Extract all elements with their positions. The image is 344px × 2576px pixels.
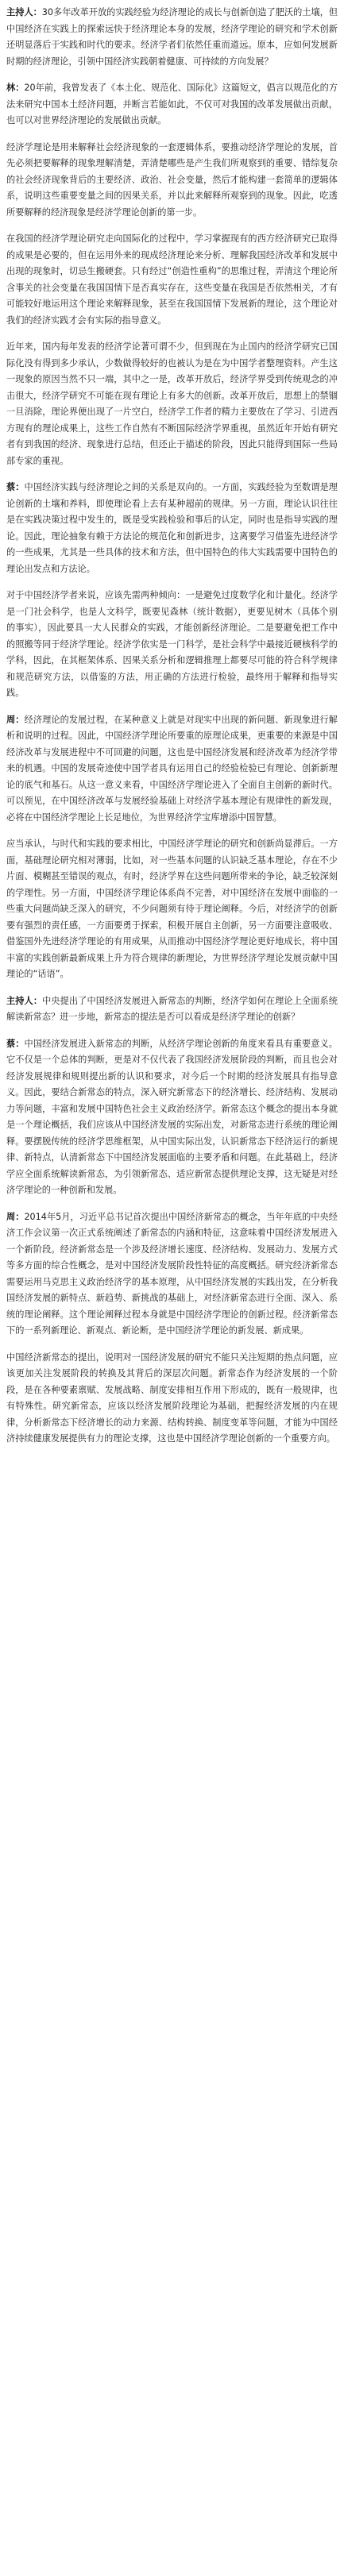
paragraph-text: 对于中国经济学者来说，应该先需两种倾向：一是避免过度数学化和计量化。经济学是一门社会科学，也是人文科学，既要见森林（统计数据），更要见树木（具体个别的事实），因此要具一大人民群众的实践，才能创新经济理论。二是要避免把工作中的照搬等同于经济学理论。经济学依实是一门科学，是社会科学中最接近硬核科学的学科，因此，在其框架体系、因果关系分析和逻辑推理上都要尽可能的符合科学规律和规范研究方法，以借鉴的方法，用正确的方法进行检验，最终用于解释和指导实践。 bbox=[6, 590, 338, 698]
paragraph-text: 30多年改革开放的实践经验为经济理论的成长与创新创造了肥沃的土壤，但中国经济在实践上的探索远快于经济理论本身的发展，经济学理论的研究和学术创新还明显落后于实践和时代的要求。经济学者们依然任重而道远。原本，应如何发展新时期的经济理论，引领中国经济实践朝着健康、可持续的方向发展？ bbox=[6, 7, 338, 67]
paragraph-text: 中央提出了中国经济发展进入新常态的判断，经济学如何在理论上全面系统解读新常态？进一步地，新常态的提法是否可以看成是经济学理论的创新？ bbox=[6, 995, 338, 1022]
article-body bbox=[6, 5, 338, 1448]
article-paragraph-5 bbox=[6, 339, 338, 469]
article-paragraph-11 bbox=[6, 1036, 338, 1199]
article-paragraph-13 bbox=[6, 1350, 338, 1448]
speaker-label: 林： bbox=[6, 83, 25, 93]
speaker-label: 周： bbox=[6, 714, 25, 725]
article-paragraph-8 bbox=[6, 712, 338, 827]
article-paragraph-12 bbox=[6, 1209, 338, 1340]
speaker-label: 周： bbox=[6, 1211, 25, 1222]
speaker-label: 主持人： bbox=[6, 7, 42, 17]
article-paragraph-10 bbox=[6, 993, 338, 1026]
paragraph-text: 经济学理论是用来解释社会经济现象的一套逻辑体系，要推动经济学理论的发展，首先必须把要解释的现象理解清楚，弄清楚哪些是产生我们所观察到的重要、错综复杂的社会经济现象背后的主要经济、政治、社会变量，然后才能构建一套简单的逻辑体系，说明这些重要变量之间的因果关系，并以此来解释所观察到的现象。因此，吃透所要解释的经济现象是经济学理论创新的第一步。 bbox=[6, 141, 338, 218]
paragraph-text: 近年来，国内每年发表的经济学论著可谓不少，但到现在为止国内的经济学研究已国际化没有得到多少承认，少数做得较好的也被认为是在为中国学者整理资料。产生这一现象的原因当然不只一端，其中之一是，改革开放后，经济学界受到传统观念的冲击很大，经济学研究不可能在现有理论上有多大的创新。改革开放后，思想上的禁锢一旦消除，理论界便出现了一片空白，经济学工作者的精力主要放在了学习、引进西方现有的理论成果上，这些工作自然有不断国际经济学界重视，虽然近年开始有研究者有到我国的经济、现象进行总结，但还止于描述的阶段，因此只能得到国际一些局部专家的重视。 bbox=[6, 341, 338, 466]
article-paragraph-7 bbox=[6, 588, 338, 702]
paragraph-text: 经济理论的发展过程，在某种意义上就是对现实中出现的新问题、新现象进行解析和说明的过程。因此，中国经济学理论所要重的原理论成果，更重要的来源是中国经济改革与发展进程中不可回避的问题，这也是中国经济发展和经济改革为经济学带来的机遇。中国的发展奇迹使中国学者具有运用自己的经验检验已有理论、创新新理论的底气和基石。从这一意义来看，中国经济学理论进入了全面自主创新的新时代。可以预见，在中国经济改革与发展经验基础上对经济学基本理论有规律性的新发现，必将在中国经济学理论上长足地位，为世界经济学宝库增添中国智慧。 bbox=[6, 714, 338, 823]
article-paragraph-6 bbox=[6, 480, 338, 577]
article-paragraph-1 bbox=[6, 5, 338, 70]
paragraph-text: 中国经济新常态的提出，说明对一国经济发展的研究不能只关注短期的热点问题，应该更加关注发展阶段的转换及其背后的深层次问题。新常态作为经济发展的一个阶段，是在各种要素禀赋、发展战略、制度安排相互作用下形成的，既有一般规律，也有特殊性。研究新常态，应该以经济发展阶段理论为基础，把握经济发展的内在规律，分析新常态下经济增长的动力来源、结构转换、制度变革等问题，才能为中国经济持续健康发展提供有力的理论支撑，这也是中国经济学理论创新的一个重要方向。 bbox=[6, 1352, 338, 1444]
article-paragraph-3 bbox=[6, 140, 338, 222]
speaker-label: 主持人： bbox=[6, 995, 43, 1006]
paragraph-text: 中国经济发展进入新常态的判断，从经济学理论创新的角度来看具有重要意义。它不仅是一个总体的判断，更是对不仅代表了我国经济发展阶段的判断，而且也会对经济发展规律和规则提出新的认识和要求，对今后一个时期的经济发展具有指导意义。因此，要结合新常态的特点，深入研究新常态下的经济增长、经济结构、发展动力等问题，丰富和发展中国特色社会主义政治经济学。新常态这个概念的提出本身就是一个理论概括，我们应该从中国经济发展的实际出发，对新常态进行系统的理论阐释。要摆脱传统的经济学思维框架，从中国实际出发，认识新常态下经济运行的新规律、新特点，认清新常态下中国经济发展面临的主要矛盾和问题。在此基础上，经济学应全面系统解读新常态，为引领新常态、适应新常态提供理论支撑，这无疑是对经济学理论的一种创新和发展。 bbox=[6, 1038, 338, 1195]
paragraph-text: 应当承认，与时代和实践的要求相比，中国经济学理论的研究和创新尚显滞后。一方面，基础理论研究相对薄弱，比如，对一些基本问题的认识缺乏基本理论，存在不少片面、模糊甚至错误的观点，有时，经济学界在这些问题所带来的争论，缺乏较深刻的学理性。另一方面，中国经济学理论体系尚不完善，对中国经济在发展中面临的一些重大问题尚缺乏深入的研究，不少问题须有待于理论阐释。今后，对经济学的创新要有强烈的责任感，一方面要勇于探索，积极开展自主创新，另一方面要注意吸收、借鉴国外先进经济学理论的有用成果，从而推动中国经济学理论更好地成长，将中国丰富的实践创新最新成果上升为符合规律的新理论，为世界经济学理论发展贡献中国理论的“话语”。 bbox=[6, 839, 338, 979]
article-paragraph-9 bbox=[6, 836, 338, 983]
paragraph-text: 2014年5月，习近平总书记首次提出中国经济新常态的概念，当年年底的中央经济工作会议第一次正式系统阐述了新常态的内涵和特征，这意味着中国经济发展进入一个新阶段。经济新常态是一个涉及经济增长速度、经济结构、发展动力、发展方式等多方面的综合性概念，是对中国经济发展阶段性特征的高度概括。研究经济新常态需要运用马克思主义政治经济学的基本原理，从中国经济发展的实践出发，在分析我国经济发展的新特点、新趋势、新挑战的基础上，对经济新常态进行全面、深入、系统的理论阐释。这个理论阐释过程本身就是中国经济学理论的创新过程。经济新常态下的一系列新理论、新观点、新论断，是中国经济学理论的新发展、新成果。 bbox=[6, 1211, 338, 1336]
article-paragraph-4 bbox=[6, 231, 338, 329]
paragraph-text: 中国经济实践与经济理论之间的关系是双向的。一方面，实践经验为至数谓是理论创新的土壤和养料，即使理论看上去有某种超前的规律。另一方面，理论认识往往是在实践决策过程中发生的，既是受实践检验和事后的认定，同时也是指导实践的理论。因此，理论抽象有赖于方法论的规范化和创新进步，这离要学习借鉴先进经济学的一些成果，尤其是一些具体的技术和方法，但中国特色的伟大实践需要中国特色的理论出发点和方法论。 bbox=[6, 482, 338, 574]
paragraph-text: 20年前，我曾发表了《本土化、规范化、国际化》这篇短文，倡言以规范化的方法来研究中国本土经济问题，并断言若能如此，不仅可对我国的改革发展做出贡献，也可以对世界经济理论的发展做出贡献。 bbox=[6, 83, 338, 125]
speaker-label: 蔡： bbox=[6, 482, 25, 492]
speaker-label: 蔡： bbox=[6, 1038, 25, 1049]
article-paragraph-2 bbox=[6, 80, 338, 129]
paragraph-text: 在我国的经济学理论研究走向国际化的过程中，学习掌握现有的西方经济研究已取得的成果是必要的，但在运用外来的现成经济理论来分析、理解我国经济改革和发展中出现的现象时，切忌生搬硬套。只有经过“创造性重构”的思维过程，弄清这个理论所含事关的社会变量在我国国情下是否真实存在，这些变量在我国是否依然相关，才有可能较好地运用这个理论来解释现象，甚至在我国国情下发展新的理论，这个理论对我们的经济实践才会有实际的指导意义。 bbox=[6, 233, 338, 326]
